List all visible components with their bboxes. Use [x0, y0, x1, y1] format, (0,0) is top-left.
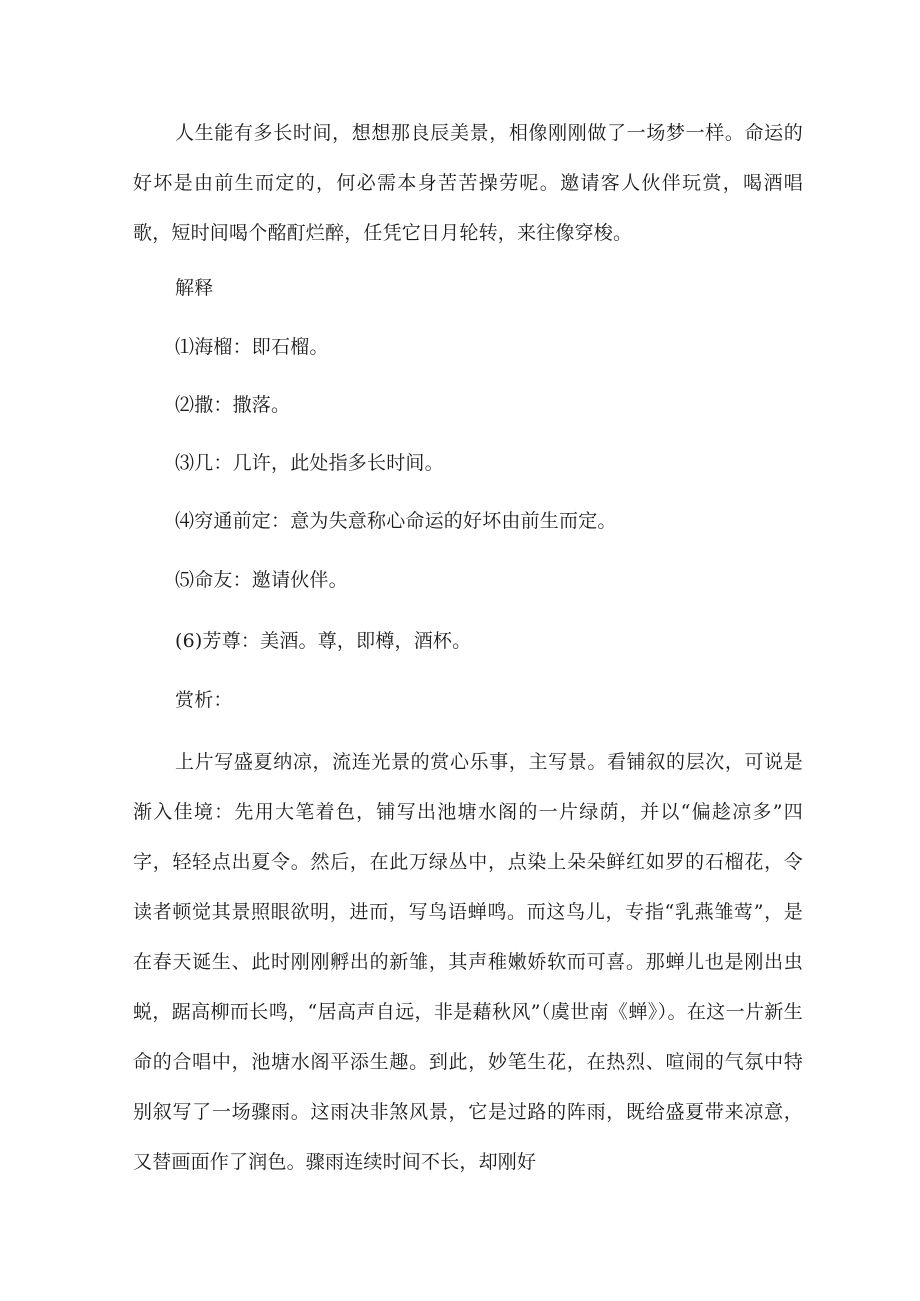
note-6: (6)芳尊：美酒。尊，即樽，酒杯。 — [175, 630, 472, 652]
translation-paragraph: 人生能有多长时间，想想那良辰美景，相像刚刚做了一场梦一样。命运的好坏是由前生而定的，何必需本身苦苦操劳呢。邀请客人伙伴玩赏，喝酒唱歌，短时间喝个酩酊烂醉，任凭它日月轮转，来往像穿梭。 — [133, 122, 803, 244]
analysis-paragraph: 上片写盛夏纳凉，流连光景的赏心乐事，主写景。看铺叙的层次，可说是渐入佳境：先用大笔着色，铺写出池塘水阁的一片绿荫，并以“偏趁凉多”四字，轻轻点出夏令。然后，在此万绿丛中，点染上朵朵鲜红如罗的石榴花，令读者顿觉其景照眼欲明，进而，写鸟语蝉鸣。而这鸟儿，专指“乳燕雏莺”，是在春天诞生、此时刚刚孵出的新雏，其声稚嫩娇软而可喜。那蝉儿也是刚出虫蜕，踞高柳而长鸣，“居高声自远，非是藉秋风”（虞世南《蝉》）。在这一片新生命的合唱中，池塘水阁平添生趣。到此，妙笔生花，在热烈、喧闹的气氛中特别叙写了一场骤雨。这雨决非煞风景，它是过路的阵雨，既给盛夏带来凉意，又替画面作了润色。骤雨连续时间不长，却刚好 — [133, 751, 803, 1173]
note-4: ⑷穷通前定：意为失意称心命运的好坏由前生而定。 — [175, 510, 617, 532]
note-2: ⑵撒：撒落。 — [175, 394, 291, 416]
note-5: ⑸命友：邀请伙伴。 — [175, 569, 348, 591]
note-1: ⑴海榴：即石榴。 — [175, 336, 329, 358]
notes-heading: 解释 — [175, 277, 214, 299]
analysis-heading: 赏析： — [175, 689, 233, 711]
note-3: ⑶几：几许，此处指多长时间。 — [175, 452, 444, 474]
